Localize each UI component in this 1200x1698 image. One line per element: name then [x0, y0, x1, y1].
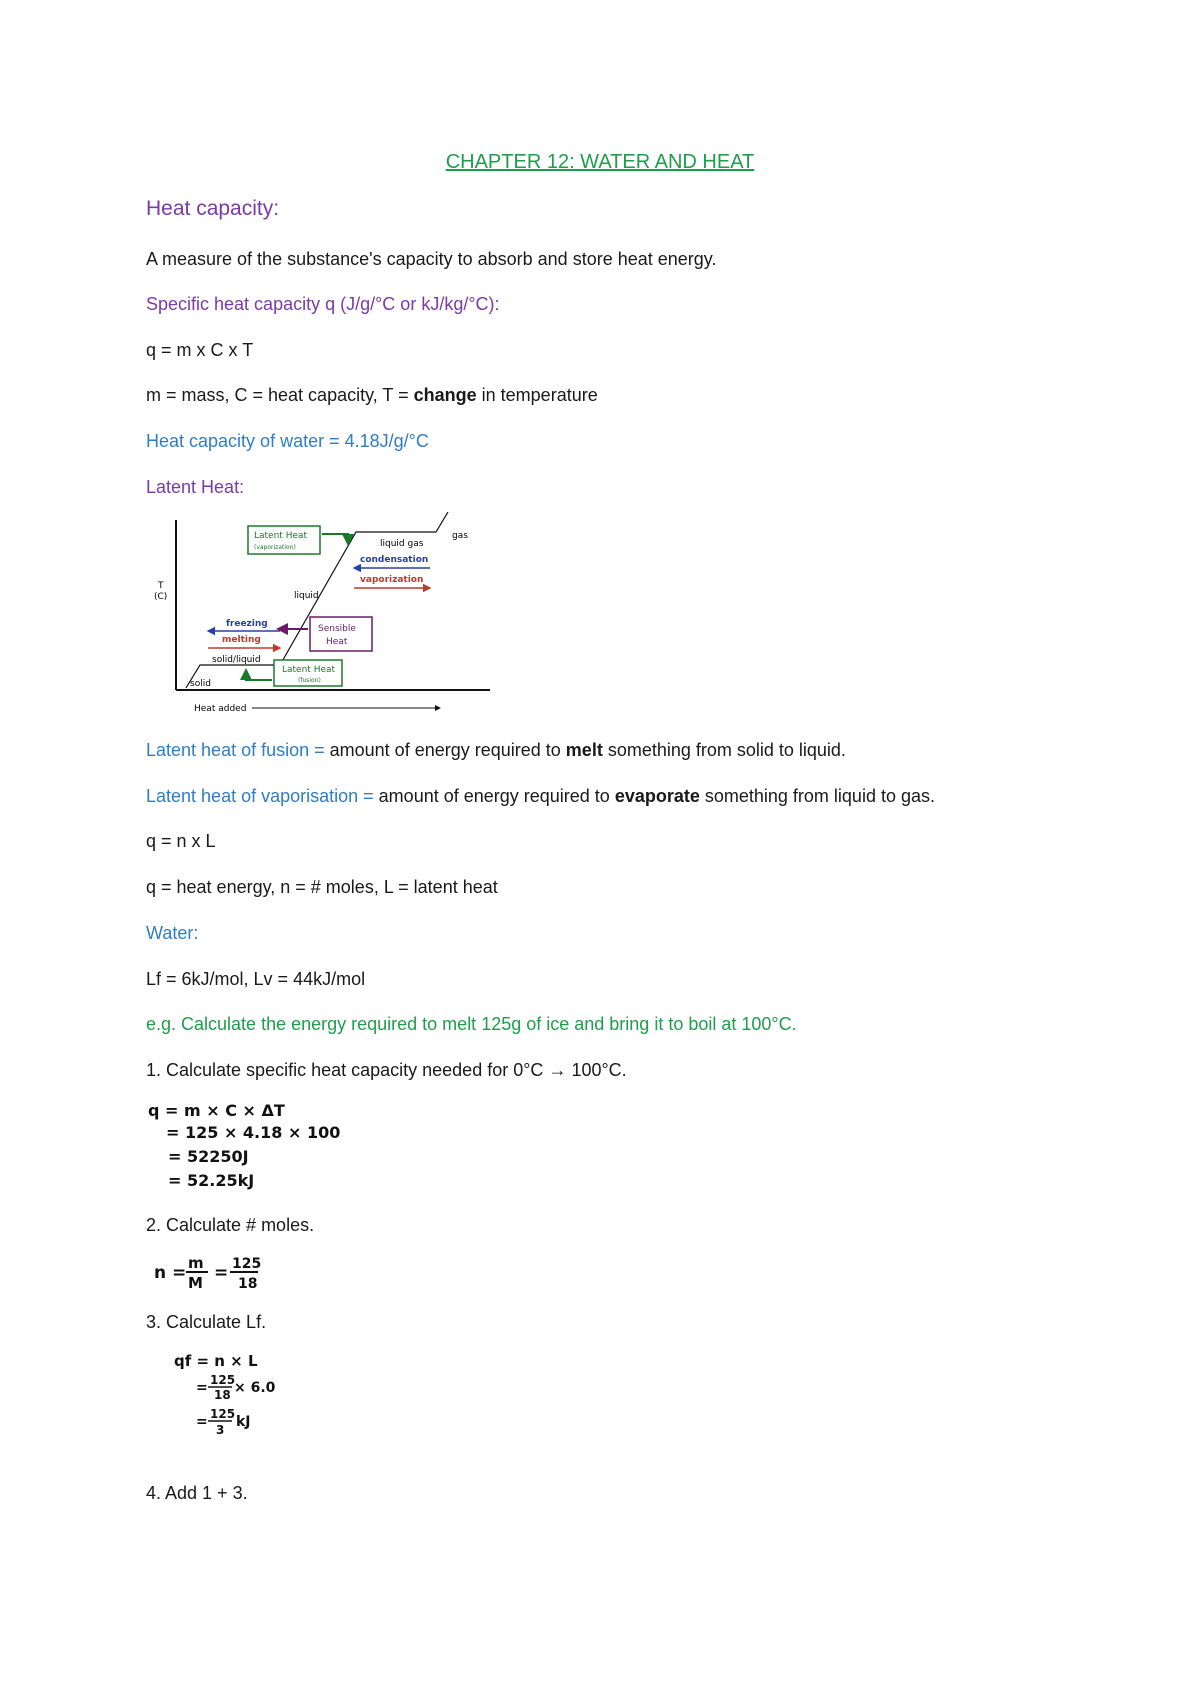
step3-times-lf: × 6.0	[234, 1380, 276, 1396]
water-latent-values: Lf = 6kJ/mol, Lv = 44kJ/mol	[146, 969, 366, 989]
latent-heat-heading: Latent Heat:	[146, 477, 245, 497]
step3-handwritten-work	[170, 1348, 350, 1448]
fusion-bold: melt	[565, 740, 603, 760]
vaporization-label: vaporization	[360, 575, 424, 585]
step3-frac1-numerator: 125	[210, 1373, 236, 1387]
step-2: 2. Calculate # moles.	[146, 1215, 315, 1235]
lh-fus-arrow	[246, 670, 272, 680]
vap-label: Latent heat of vaporisation =	[146, 786, 374, 806]
step1-work-line1: q = m × C × ΔT	[148, 1101, 285, 1120]
lh-fus-subtitle: (fusion)	[298, 677, 321, 684]
lh-vap-title: Latent Heat	[254, 531, 308, 541]
latent-formula: q = n x L	[146, 831, 216, 851]
vars-text-b: in temperature	[476, 385, 598, 405]
latent-heat-vaporisation-line	[146, 785, 935, 807]
n-equals: n =	[154, 1263, 187, 1283]
vars-text-a: m = mass, C = heat capacity, T =	[146, 385, 414, 405]
y-axis-unit: (C)	[154, 592, 168, 602]
vap-text-b: something from liquid to gas.	[699, 786, 935, 806]
y-axis-label: T	[158, 581, 164, 591]
frac2-numerator: 125	[232, 1256, 262, 1272]
sensible-heat-line2: Heat	[326, 637, 348, 647]
frac1-numerator: m	[188, 1254, 204, 1272]
arrow-icon: →	[548, 1060, 567, 1080]
step3-eq2: =	[196, 1414, 208, 1430]
step3-eq1: =	[196, 1380, 208, 1396]
fusion-label: Latent heat of fusion =	[146, 740, 325, 760]
liquid-label: liquid	[294, 591, 319, 601]
vars-bold: change	[413, 385, 477, 405]
example-prompt: e.g. Calculate the energy required to melt 125g of ice and bring it to boil at 100°C.	[146, 1014, 797, 1034]
lh-vap-arrow	[322, 534, 348, 544]
step1-work-line2: = 125 × 4.18 × 100	[166, 1123, 341, 1142]
step1-work-line4: = 52.25kJ	[168, 1171, 255, 1190]
heat-capacity-heading: Heat capacity:	[146, 197, 280, 220]
water-heat-capacity: Heat capacity of water = 4.18J/g/°C	[146, 431, 429, 451]
vap-text-a: amount of energy required to	[373, 786, 615, 806]
step3-frac2-denominator: 3	[216, 1423, 225, 1437]
fusion-text-b: something from solid to liquid.	[602, 740, 846, 760]
liquid-gas-label: liquid gas	[380, 539, 424, 549]
latent-heat-fusion-line	[146, 739, 846, 761]
fusion-text-a: amount of energy required to	[324, 740, 566, 760]
water-label: Water:	[146, 923, 199, 943]
heating-curve-diagram	[140, 512, 500, 717]
chapter-title: CHAPTER 12: WATER AND HEAT	[445, 151, 755, 173]
step-3: 3. Calculate Lf.	[146, 1312, 267, 1332]
step1-handwritten-work	[144, 1096, 404, 1196]
latent-formula-variables: q = heat energy, n = # moles, L = latent heat	[146, 877, 498, 897]
condensation-label: condensation	[360, 555, 429, 565]
solid-liquid-label: solid/liquid	[212, 655, 261, 665]
vap-bold: evaporate	[614, 786, 700, 806]
step1-text-b: 100°C.	[566, 1060, 627, 1080]
heat-formula: q = m x C x T	[146, 340, 254, 360]
x-axis-label: Heat added	[194, 704, 247, 714]
gas-label: gas	[452, 531, 468, 541]
step-4: 4. Add 1 + 3.	[146, 1483, 248, 1503]
equals-sign: =	[214, 1263, 229, 1283]
sensible-heat-line1: Sensible	[318, 624, 356, 634]
specific-heat-label: Specific heat capacity q (J/g/°C or kJ/kg/°C):	[146, 294, 500, 314]
step1-work-line3: = 52250J	[168, 1147, 249, 1166]
freezing-label: freezing	[226, 619, 268, 629]
lh-vap-subtitle: (vaporization)	[254, 544, 296, 551]
step-1	[146, 1059, 627, 1081]
solid-label: solid	[190, 679, 211, 689]
step2-handwritten-work	[150, 1248, 290, 1298]
step3-unit: kJ	[236, 1414, 251, 1430]
melting-label: melting	[222, 635, 261, 645]
heat-capacity-definition: A measure of the substance's capacity to absorb and store heat energy.	[146, 249, 717, 269]
step1-text-a: 1. Calculate specific heat capacity needed for 0°C	[146, 1060, 549, 1080]
heat-formula-variables	[146, 384, 598, 406]
step3-frac1-denominator: 18	[214, 1388, 231, 1402]
step3-work-line1: qf = n × L	[174, 1352, 258, 1370]
frac1-denominator: M	[188, 1274, 203, 1292]
frac2-denominator: 18	[238, 1276, 258, 1292]
lh-fus-title: Latent Heat	[282, 665, 336, 675]
step3-frac2-numerator: 125	[210, 1407, 236, 1421]
